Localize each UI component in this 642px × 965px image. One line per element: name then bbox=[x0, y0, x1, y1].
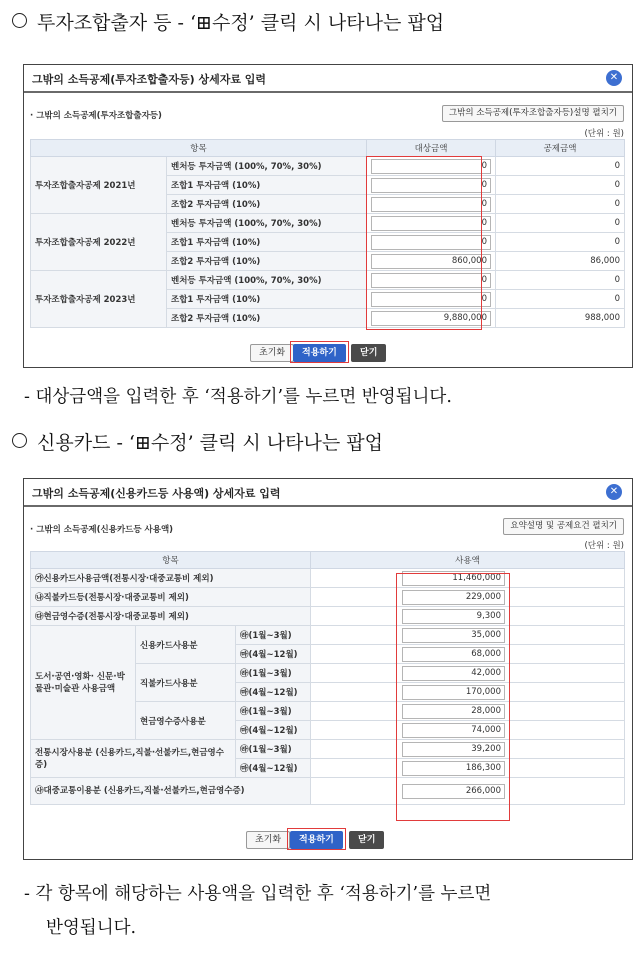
market-label: 전통시장사용분 (신용카드,직불·선불카드,현금영수증) bbox=[31, 740, 236, 778]
popup-subtitle: · 그밖의 소득공제(투자조합출자등) bbox=[30, 109, 162, 121]
popup-subtitle: · 그밖의 소득공제(신용카드등 사용액) bbox=[30, 523, 173, 535]
usage-input[interactable]: 9,300 bbox=[402, 609, 505, 624]
deduction-value: 0 bbox=[496, 157, 625, 176]
col-header-item: 항목 bbox=[31, 140, 367, 157]
table-row bbox=[31, 588, 625, 607]
close-button[interactable]: 닫기 bbox=[351, 344, 386, 362]
help-expand-button[interactable]: 요약설명 및 공제요건 펼치기 bbox=[503, 518, 624, 535]
item-label: 벤처등 투자금액 (100%, 70%, 30%) bbox=[167, 157, 367, 176]
deduction-value: 86,000 bbox=[496, 252, 625, 271]
item-label: 조합1 투자금액 (10%) bbox=[167, 290, 367, 309]
unit-label: (단위 : 원) bbox=[584, 541, 624, 551]
amount-input[interactable]: 0 bbox=[371, 273, 491, 288]
period-label: ㉲(4월~12월) bbox=[236, 645, 311, 664]
culture-label: 도서·공연·영화· 신문·박물관·미술관 사용금액 bbox=[31, 626, 136, 740]
group-label: 투자조합출자공제 2023년 bbox=[31, 271, 167, 328]
reset-button[interactable]: 초기화 bbox=[246, 831, 290, 849]
close-icon[interactable]: ✕ bbox=[606, 484, 622, 500]
reset-button[interactable]: 초기화 bbox=[250, 344, 294, 362]
deduction-value: 0 bbox=[496, 233, 625, 252]
deduction-value: 988,000 bbox=[496, 309, 625, 328]
usage-input[interactable]: 39,200 bbox=[402, 742, 505, 757]
popup-title: 그밖의 소득공제(투자조합출자등) 상세자료 입력 bbox=[32, 73, 267, 86]
usage-input[interactable]: 186,300 bbox=[402, 761, 505, 776]
amount-input[interactable]: 0 bbox=[371, 178, 491, 193]
card-popup bbox=[23, 478, 633, 860]
item-label: 조합1 투자금액 (10%) bbox=[167, 176, 367, 195]
amount-input[interactable]: 860,000 bbox=[371, 254, 491, 269]
transit-label: ㉴대중교통이용분 (신용카드,직불·선불카드,현금영수증) bbox=[31, 778, 311, 805]
item-label: 벤처등 투자금액 (100%, 70%, 30%) bbox=[167, 214, 367, 233]
amount-input[interactable]: 0 bbox=[371, 216, 491, 231]
item-label: 조합2 투자금액 (10%) bbox=[167, 252, 367, 271]
apply-button[interactable]: 적용하기 bbox=[293, 344, 346, 362]
usage-input[interactable]: 11,460,000 bbox=[402, 571, 505, 586]
amount-input[interactable]: 0 bbox=[371, 292, 491, 307]
usage-input[interactable]: 229,000 bbox=[402, 590, 505, 605]
col-header-item: 항목 bbox=[31, 552, 311, 569]
amount-input[interactable]: 0 bbox=[371, 197, 491, 212]
col-header-usage: 사용액 bbox=[311, 552, 625, 569]
amount-input[interactable]: 9,880,000 bbox=[371, 311, 491, 326]
usage-input[interactable]: 42,000 bbox=[402, 666, 505, 681]
section1-heading: 투자조합출자 등 - ‘⊞수정’ 클릭 시 나타나는 팝업 bbox=[12, 8, 444, 35]
table-row bbox=[31, 626, 625, 645]
section2-note-line1: - 각 항목에 해당하는 사용액을 입력한 후 ‘적용하기’를 누르면 bbox=[24, 884, 492, 904]
usage-input[interactable]: 68,000 bbox=[402, 647, 505, 662]
col-header-deduction: 공제금액 bbox=[496, 140, 625, 157]
culture-cash-label: 현금영수증사용분 bbox=[136, 702, 236, 740]
credit-card-label: ㉮신용카드사용금액(전통시장·대중교통비 제외) bbox=[31, 569, 311, 588]
period-label: ㉱(1월~3월) bbox=[236, 740, 311, 759]
unit-label: (단위 : 원) bbox=[584, 129, 624, 139]
section2-heading: 신용카드 - ‘⊞수정’ 클릭 시 나타나는 팝업 bbox=[12, 428, 383, 455]
amount-input[interactable]: 0 bbox=[371, 235, 491, 250]
popup-title: 그밖의 소득공제(신용카드등 사용액) 상세자료 입력 bbox=[32, 487, 281, 500]
table-row bbox=[31, 214, 625, 233]
usage-input[interactable]: 28,000 bbox=[402, 704, 505, 719]
table-row bbox=[31, 569, 625, 588]
section2-note-line2: 반영됩니다. bbox=[46, 918, 137, 938]
period-label: ㉱(1월~3월) bbox=[236, 702, 311, 721]
period-label: ㉱(1월~3월) bbox=[236, 664, 311, 683]
period-label: ㉲(4월~12월) bbox=[236, 759, 311, 778]
item-label: 조합2 투자금액 (10%) bbox=[167, 195, 367, 214]
amount-highlight bbox=[366, 156, 482, 330]
table-row bbox=[31, 271, 625, 290]
card-table bbox=[30, 551, 625, 805]
popup-header bbox=[24, 479, 632, 507]
usage-input[interactable]: 170,000 bbox=[402, 685, 505, 700]
deduction-value: 0 bbox=[496, 176, 625, 195]
table-row bbox=[31, 778, 625, 805]
close-button[interactable]: 닫기 bbox=[349, 831, 384, 849]
culture-debit-label: 직불카드사용분 bbox=[136, 664, 236, 702]
usage-input[interactable]: 35,000 bbox=[402, 628, 505, 643]
usage-highlight bbox=[396, 573, 510, 821]
item-label: 조합2 투자금액 (10%) bbox=[167, 309, 367, 328]
item-label: 조합1 투자금액 (10%) bbox=[167, 233, 367, 252]
debit-card-label: ㉯직불카드등(전통시장·대중교통비 제외) bbox=[31, 588, 311, 607]
popup-header bbox=[24, 65, 632, 93]
usage-input[interactable]: 266,000 bbox=[402, 784, 505, 799]
help-expand-button[interactable]: 그밖의 소득공제(투자조합출자등)설명 펼치기 bbox=[442, 105, 624, 122]
item-label: 벤처등 투자금액 (100%, 70%, 30%) bbox=[167, 271, 367, 290]
close-icon[interactable]: ✕ bbox=[606, 70, 622, 86]
amount-input[interactable]: 0 bbox=[371, 159, 491, 174]
group-label: 투자조합출자공제 2022년 bbox=[31, 214, 167, 271]
circle-bullet-icon bbox=[12, 433, 27, 448]
investment-popup bbox=[23, 64, 633, 368]
table-row bbox=[31, 740, 625, 759]
deduction-value: 0 bbox=[496, 214, 625, 233]
table-header bbox=[31, 140, 625, 157]
apply-button[interactable]: 적용하기 bbox=[290, 831, 343, 849]
period-label: ㉲(4월~12월) bbox=[236, 683, 311, 702]
table-row bbox=[31, 607, 625, 626]
circle-bullet-icon bbox=[12, 13, 27, 28]
investment-table bbox=[30, 139, 625, 328]
deduction-value: 0 bbox=[496, 290, 625, 309]
col-header-amount: 대상금액 bbox=[367, 140, 496, 157]
usage-input[interactable]: 74,000 bbox=[402, 723, 505, 738]
deduction-value: 0 bbox=[496, 195, 625, 214]
table-header bbox=[31, 552, 625, 569]
table-row bbox=[31, 157, 625, 176]
cash-receipt-label: ㉰현금영수증(전통시장·대중교통비 제외) bbox=[31, 607, 311, 626]
deduction-value: 0 bbox=[496, 271, 625, 290]
section1-note: - 대상금액을 입력한 후 ‘적용하기’를 누르면 반영됩니다. bbox=[24, 387, 452, 407]
group-label: 투자조합출자공제 2021년 bbox=[31, 157, 167, 214]
period-label: ㉲(4월~12월) bbox=[236, 721, 311, 740]
culture-credit-label: 신용카드사용분 bbox=[136, 626, 236, 664]
period-label: ㉱(1월~3월) bbox=[236, 626, 311, 645]
